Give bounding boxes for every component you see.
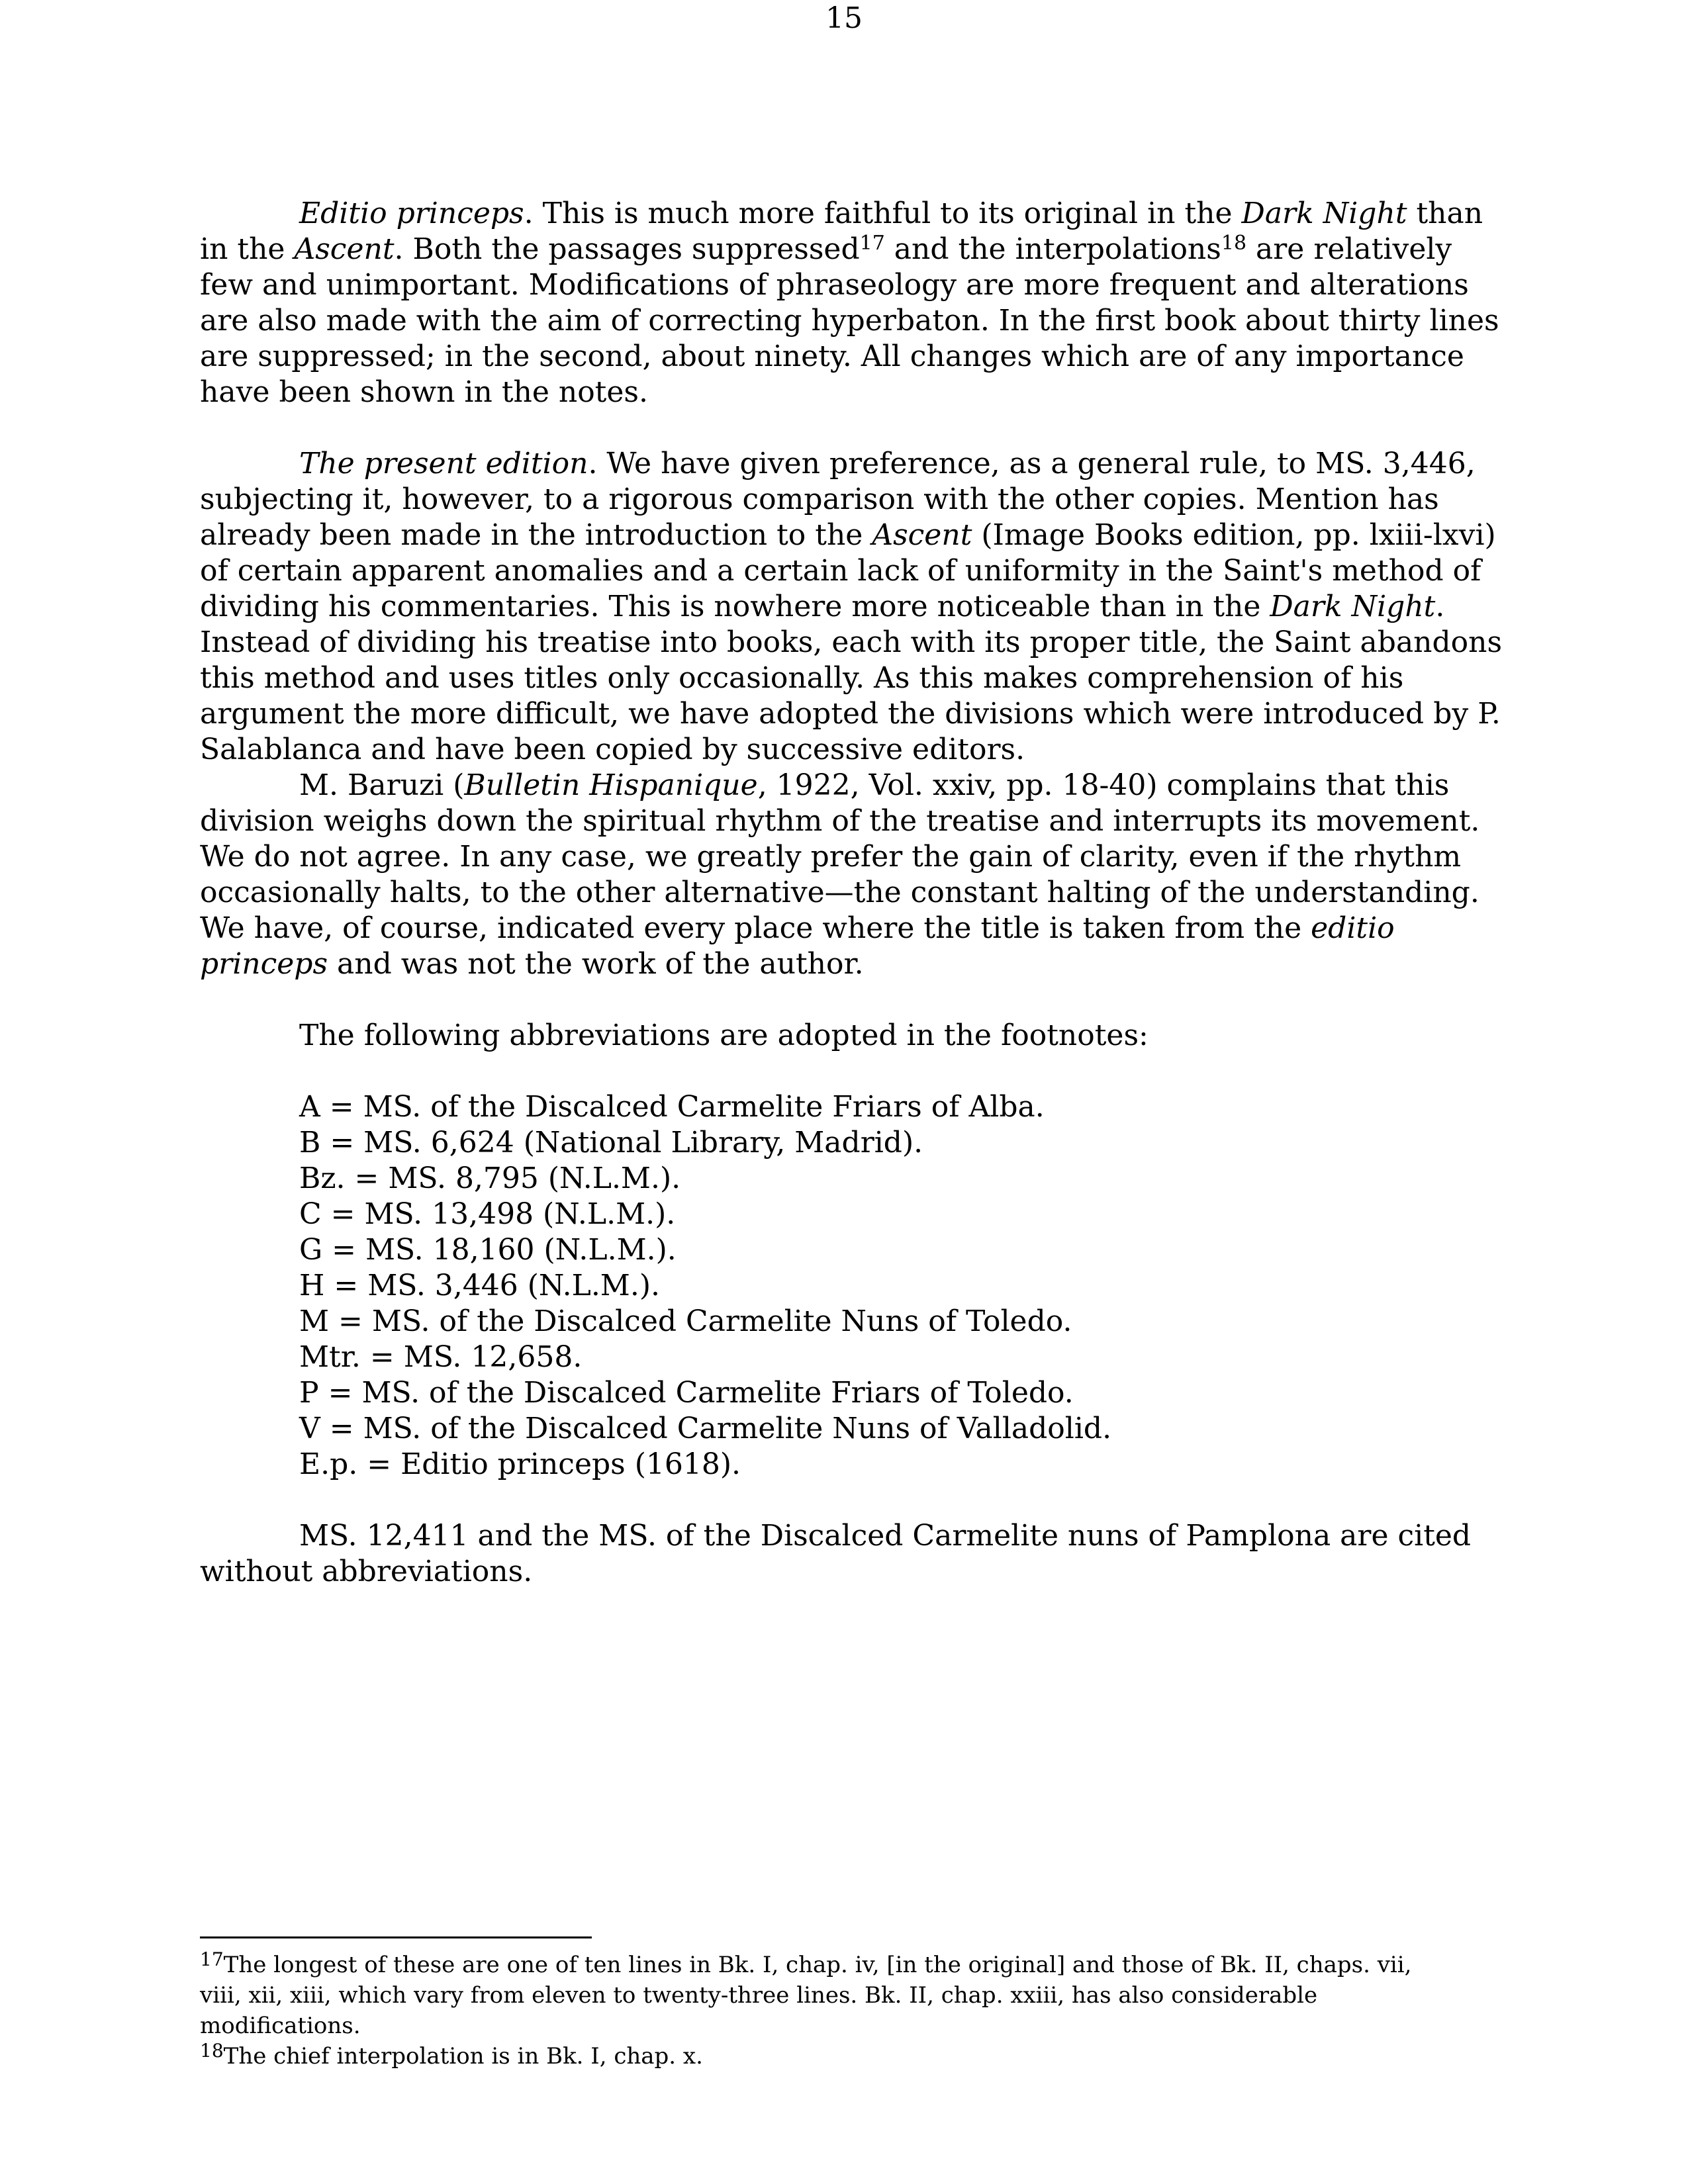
abbreviation-item: P = MS. of the Discalced Carmelite Friars of Toledo. — [299, 1376, 1074, 1410]
abbreviation-item: A = MS. of the Discalced Carmelite Friars of Alba. — [299, 1090, 1045, 1124]
present-text-1: . We have given preference, as a general rule, to MS. 3,446, subjecting it, however, to a rigorous comparison with the other copies. Mention has already been made in the introduction to the — [200, 447, 1476, 552]
abbreviations-list — [200, 1089, 1507, 1482]
footnote-18 — [200, 2041, 1458, 2071]
baruzi-italic-bulletin: Bulletin Hispanique — [464, 768, 758, 802]
abbreviation-item: Bz. = MS. 8,795 (N.L.M.). — [299, 1161, 681, 1195]
footnote-text: The chief interpolation is in Bk. I, chap. x. — [223, 2043, 703, 2070]
abbreviation-item: H = MS. 3,446 (N.L.M.). — [299, 1269, 660, 1302]
abbreviation-item: V = MS. of the Discalced Carmelite Nuns of Valladolid. — [299, 1412, 1112, 1445]
present-heading: The present edition — [299, 447, 588, 480]
editio-text-4: and the interpolations — [884, 232, 1221, 266]
present-edition-paragraph — [200, 446, 1507, 768]
baruzi-italic-editio: editio princeps — [200, 911, 1395, 981]
abbreviation-item: Mtr. = MS. 12,658. — [299, 1340, 583, 1374]
footnote-divider — [200, 1936, 592, 1938]
editio-italic-ascent: Ascent — [294, 232, 395, 266]
editio-heading: Editio princeps — [299, 197, 524, 230]
present-italic-dark-night: Dark Night — [1270, 590, 1436, 623]
abbreviation-item: E.p. = Editio princeps (1618). — [299, 1447, 741, 1481]
editio-text-1: . This is much more faithful to its original in the — [524, 197, 1242, 230]
baruzi-text-3: and was not the work of the author. — [328, 947, 864, 981]
footnote-ref-17[interactable]: 17 — [859, 232, 885, 255]
editio-text-5: are relatively few and unimportant. Modifications of phraseology are more frequent and alterations are also made with the aim of correcting hyperbaton. In the first book about thirty lines are suppressed; in the second, about ninety. All changes which are of any importance have been shown in the notes. — [200, 232, 1499, 409]
main-text — [200, 196, 1507, 1590]
footnotes — [200, 1950, 1458, 2071]
present-text-3: . Instead of dividing his treatise into books, each with its proper title, the Saint abandons this method and uses titles only occasionally. As this makes comprehension of his argument the more difficult, we have adopted the divisions which were introduced by P. Salablanca and have been copied by successive editors. — [200, 590, 1503, 766]
baruzi-text-1: M. Baruzi ( — [299, 768, 465, 802]
abbreviations-intro: The following abbreviations are adopted in the footnotes: — [299, 1019, 1149, 1052]
editio-text-2: than in the — [200, 197, 1483, 266]
footnote-text: The longest of these are one of ten lines in Bk. I, chap. iv, [in the original] and those of Bk. II, chaps. vii, viii, xii, xiii, which vary from eleven to twenty-three lines. Bk. II, chap. xxiii, has also considerable modifications. — [200, 1952, 1412, 2039]
present-italic-ascent: Ascent — [872, 518, 972, 552]
baruzi-text-2: , 1922, Vol. xxiv, pp. 18-40) complains that this division weighs down the spiritual rhythm of the treatise and interrupts its movement. We do not agree. In any case, we greatly prefer the gain of clarity, even if the rhythm occasionally halts, to the other alternative—the constant halting of the understanding. We have, of course, indicated every place where the title is taken from the — [200, 768, 1480, 945]
editio-princeps-paragraph — [200, 196, 1507, 410]
baruzi-paragraph — [200, 768, 1507, 982]
abbreviation-item: G = MS. 18,160 (N.L.M.). — [299, 1233, 677, 1267]
abbreviation-item: B = MS. 6,624 (National Library, Madrid). — [299, 1126, 923, 1160]
footnote-number: 17 — [200, 1948, 224, 1970]
closing-paragraph: MS. 12,411 and the MS. of the Discalced Carmelite nuns of Pamplona are cited without abbreviations. — [200, 1519, 1472, 1588]
footnote-number: 18 — [200, 2040, 224, 2062]
footnote-17 — [200, 1950, 1458, 2041]
present-text-2: (Image Books edition, pp. lxiii-lxvi) of certain apparent anomalies and a certain lack of uniformity in the Saint's method of dividing his commentaries. This is nowhere more noticeable than in the — [200, 518, 1496, 623]
abbreviation-item: C = MS. 13,498 (N.L.M.). — [299, 1197, 676, 1231]
page-number: 15 — [825, 1, 863, 35]
editio-text-3: . Both the passages suppressed — [394, 232, 860, 266]
abbreviation-item: M = MS. of the Discalced Carmelite Nuns of Toledo. — [299, 1304, 1072, 1338]
footnote-ref-18[interactable]: 18 — [1221, 232, 1247, 255]
editio-italic-dark-night: Dark Night — [1241, 197, 1407, 230]
